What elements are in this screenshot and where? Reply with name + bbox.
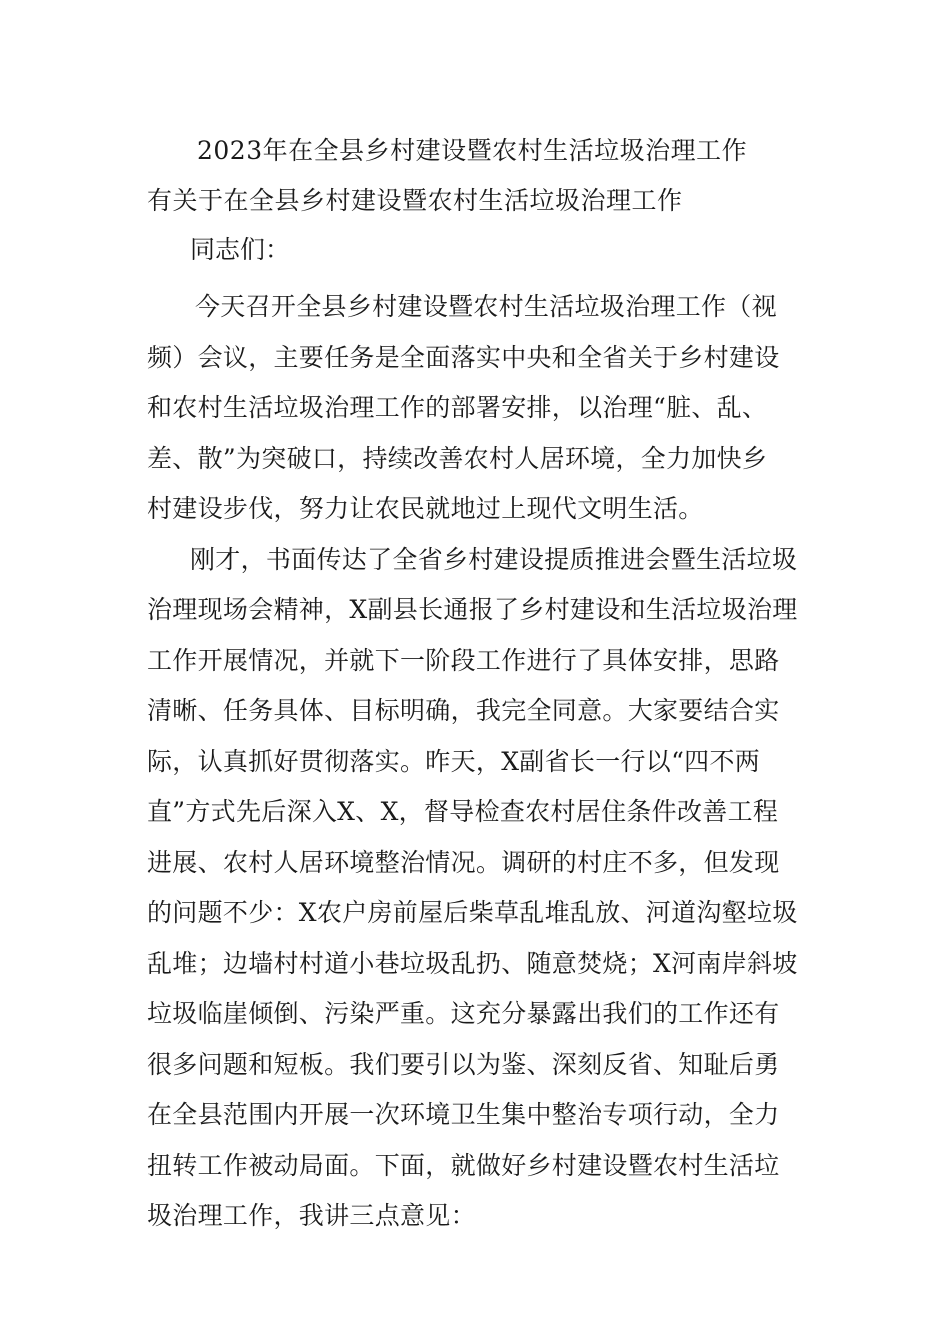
document-subtitle: 有关于在全县乡村建设暨农村生活垃圾治理工作 — [147, 186, 683, 215]
paragraph-line: 在全县范围内开展一次环境卫生集中整治专项行动，全力 — [147, 1100, 780, 1129]
paragraph-2 — [147, 535, 807, 1242]
paragraph-line: 很多问题和短板。我们要引以为鉴、深刻反省、知耻后勇 — [147, 1049, 780, 1079]
document-body — [147, 282, 807, 1242]
salutation: 同志们： — [190, 235, 291, 264]
paragraph-line: 治理现场会精神，X副县长通报了乡村建设和生活垃圾治理 — [147, 595, 798, 624]
paragraph-line: 垃圾临崖倾倒、污染严重。这充分暴露出我们的工作还有 — [147, 999, 780, 1028]
paragraph-line: 进展、农村人居环境整治情况。调研的村庄不多，但发现 — [147, 847, 780, 877]
paragraph-1 — [147, 282, 807, 535]
paragraph-line: 工作开展情况，并就下一阶段工作进行了具体安排，思路 — [147, 645, 780, 675]
paragraph-line: 清晰、任务具体、目标明确，我完全同意。大家要结合实 — [147, 696, 780, 725]
paragraph-line: 扭转工作被动局面。下面，就做好乡村建设暨农村生活垃 — [147, 1150, 780, 1180]
paragraph-line: 频）会议，主要任务是全面落实中央和全省关于乡村建设 — [147, 342, 780, 372]
paragraph-line: 村建设步伐，努力让农民就地过上现代文明生活。 — [147, 494, 704, 523]
paragraph-line: 直”方式先后深入X、X，督导检查农村居住条件改善工程 — [147, 797, 779, 826]
paragraph-line: 的问题不少：X农户房前屋后柴草乱堆乱放、河道沟壑垃圾 — [147, 898, 798, 927]
paragraph-line: 乱堆；边墙村村道小巷垃圾乱扔、随意焚烧；X河南岸斜坡 — [147, 948, 798, 978]
paragraph-line: 刚才，书面传达了全省乡村建设提质推进会暨生活垃圾 — [190, 544, 798, 574]
paragraph-line: 际，认真抓好贯彻落实。昨天，X副省长一行以“四不两 — [147, 746, 761, 776]
document-title: 2023年在全县乡村建设暨农村生活垃圾治理工作 — [197, 136, 748, 165]
paragraph-line: 圾治理工作，我讲三点意见： — [147, 1201, 476, 1230]
paragraph-line: 差、散”为突破口，持续改善农村人居环境，全力加快乡 — [147, 443, 768, 473]
paragraph-line: 和农村生活垃圾治理工作的部署安排，以治理“脏、乱、 — [147, 393, 768, 422]
paragraph-line: 今天召开全县乡村建设暨农村生活垃圾治理工作（视 — [195, 292, 777, 321]
